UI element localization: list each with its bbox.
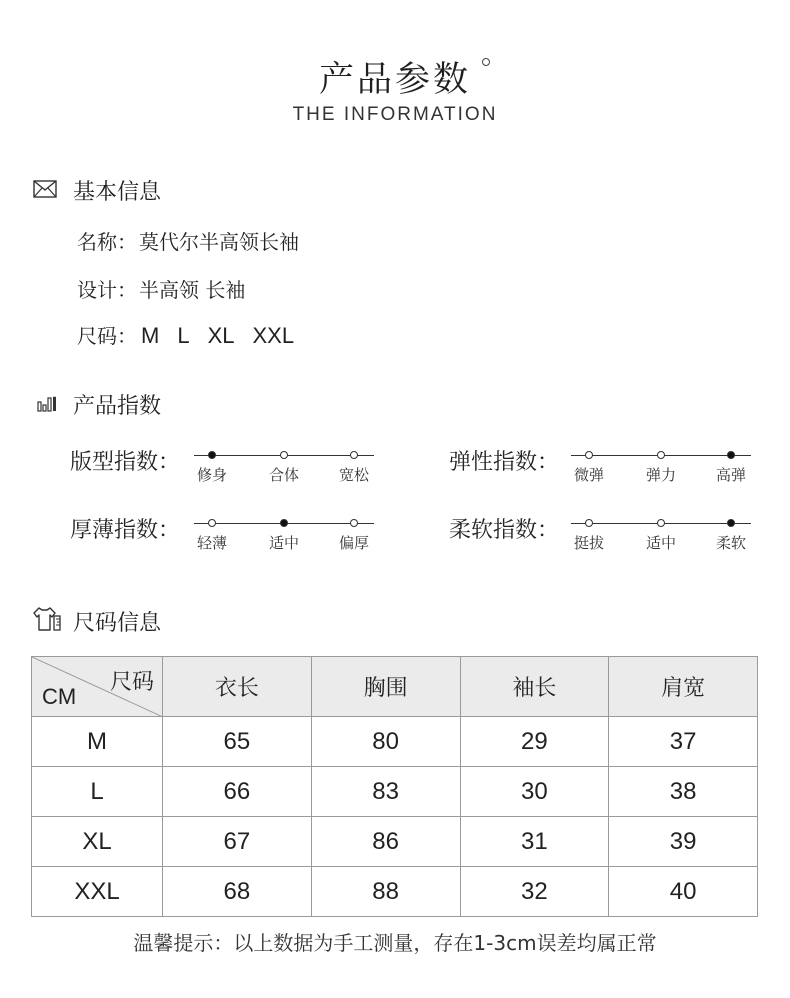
table-cell: 31: [460, 817, 609, 867]
scale-dot: [727, 451, 735, 459]
column-header: 肩宽: [609, 657, 758, 717]
table-row: [32, 717, 758, 767]
shirt-ruler-icon: [32, 606, 62, 632]
column-header: 衣长: [163, 657, 312, 717]
scale-softness: [571, 516, 751, 556]
scale-option-label: 轻薄: [196, 534, 228, 552]
scale-elasticity: [571, 448, 751, 488]
scale-dot: [280, 519, 288, 527]
section-title-size: 尺码信息: [73, 611, 162, 636]
row-size: L: [32, 767, 163, 817]
scale-option-label: 适中: [268, 534, 300, 552]
scale-dot: [585, 451, 593, 459]
column-header: 袖长: [460, 657, 609, 717]
measurement-note: 温馨提示：以上数据为手工测量，存在1-3cm误差均属正常: [133, 931, 657, 955]
table-row: [32, 817, 758, 867]
size-option: XL: [207, 323, 235, 348]
scale-label-softness: 柔软指数：: [449, 518, 560, 543]
table-cell: 88: [311, 867, 460, 917]
degree-mark-icon: [482, 58, 490, 66]
size-option: L: [177, 323, 190, 348]
scale-thickness: [194, 516, 374, 556]
table-cell: 37: [609, 717, 758, 767]
scale-label-thickness: 厚薄指数：: [70, 518, 181, 543]
size-table: [31, 656, 758, 917]
scale-dot: [585, 519, 593, 527]
scale-dot: [208, 451, 216, 459]
column-header: 胸围: [311, 657, 460, 717]
info-sizes: [77, 320, 312, 349]
scale-option-label: 合体: [268, 466, 300, 484]
scale-option-label: 弹力: [645, 466, 677, 484]
size-option: M: [141, 323, 160, 348]
info-design: [77, 274, 245, 303]
info-name: [77, 226, 299, 255]
page-subtitle: THE INFORMATION: [292, 104, 498, 125]
info-size-label: 尺码：: [77, 324, 137, 348]
page-title: 产品参数: [318, 60, 471, 100]
row-size: M: [32, 717, 163, 767]
table-cell: 29: [460, 717, 609, 767]
table-cell: 68: [163, 867, 312, 917]
table-cell: 32: [460, 867, 609, 917]
section-title-index: 产品指数: [73, 394, 162, 419]
corner-label-size: 尺码: [109, 670, 154, 695]
table-cell: 39: [609, 817, 758, 867]
row-size: XL: [32, 817, 163, 867]
size-option: XXL: [252, 323, 295, 348]
table-cell: 30: [460, 767, 609, 817]
scale-dot: [350, 451, 358, 459]
table-cell: 83: [311, 767, 460, 817]
scale-dot: [280, 451, 288, 459]
envelope-icon: [33, 180, 57, 198]
scale-option-label: 柔软: [715, 534, 747, 552]
scale-dot: [208, 519, 216, 527]
info-design-label: 设计：: [77, 278, 137, 302]
scale-dot: [727, 519, 735, 527]
table-cell: 40: [609, 867, 758, 917]
scale-option-label: 宽松: [338, 466, 370, 484]
scale-option-label: 挺拔: [573, 534, 605, 552]
table-cell: 86: [311, 817, 460, 867]
scale-option-label: 适中: [645, 534, 677, 552]
table-corner-cell: [32, 657, 163, 717]
info-name-value: 莫代尔半高领长袖: [139, 230, 299, 254]
table-cell: 80: [311, 717, 460, 767]
bar-chart-icon: [37, 396, 57, 412]
scale-dot: [657, 519, 665, 527]
scale-option-label: 修身: [196, 466, 228, 484]
table-header-row: [32, 657, 758, 717]
scale-fit: [194, 448, 374, 488]
scale-option-label: 微弹: [573, 466, 605, 484]
section-title-basic: 基本信息: [73, 180, 162, 205]
table-row: [32, 867, 758, 917]
scale-dot: [350, 519, 358, 527]
scale-label-elasticity: 弹性指数：: [449, 450, 560, 475]
info-name-label: 名称：: [77, 230, 137, 254]
table-row: [32, 767, 758, 817]
scale-option-label: 高弹: [715, 466, 747, 484]
table-cell: 67: [163, 817, 312, 867]
scale-label-fit: 版型指数：: [70, 450, 181, 475]
scale-dot: [657, 451, 665, 459]
table-cell: 38: [609, 767, 758, 817]
scale-option-label: 偏厚: [338, 534, 370, 552]
corner-label-unit: CM: [42, 684, 77, 709]
table-cell: 66: [163, 767, 312, 817]
row-size: XXL: [32, 867, 163, 917]
info-design-value: 半高领 长袖: [139, 278, 246, 302]
table-cell: 65: [163, 717, 312, 767]
